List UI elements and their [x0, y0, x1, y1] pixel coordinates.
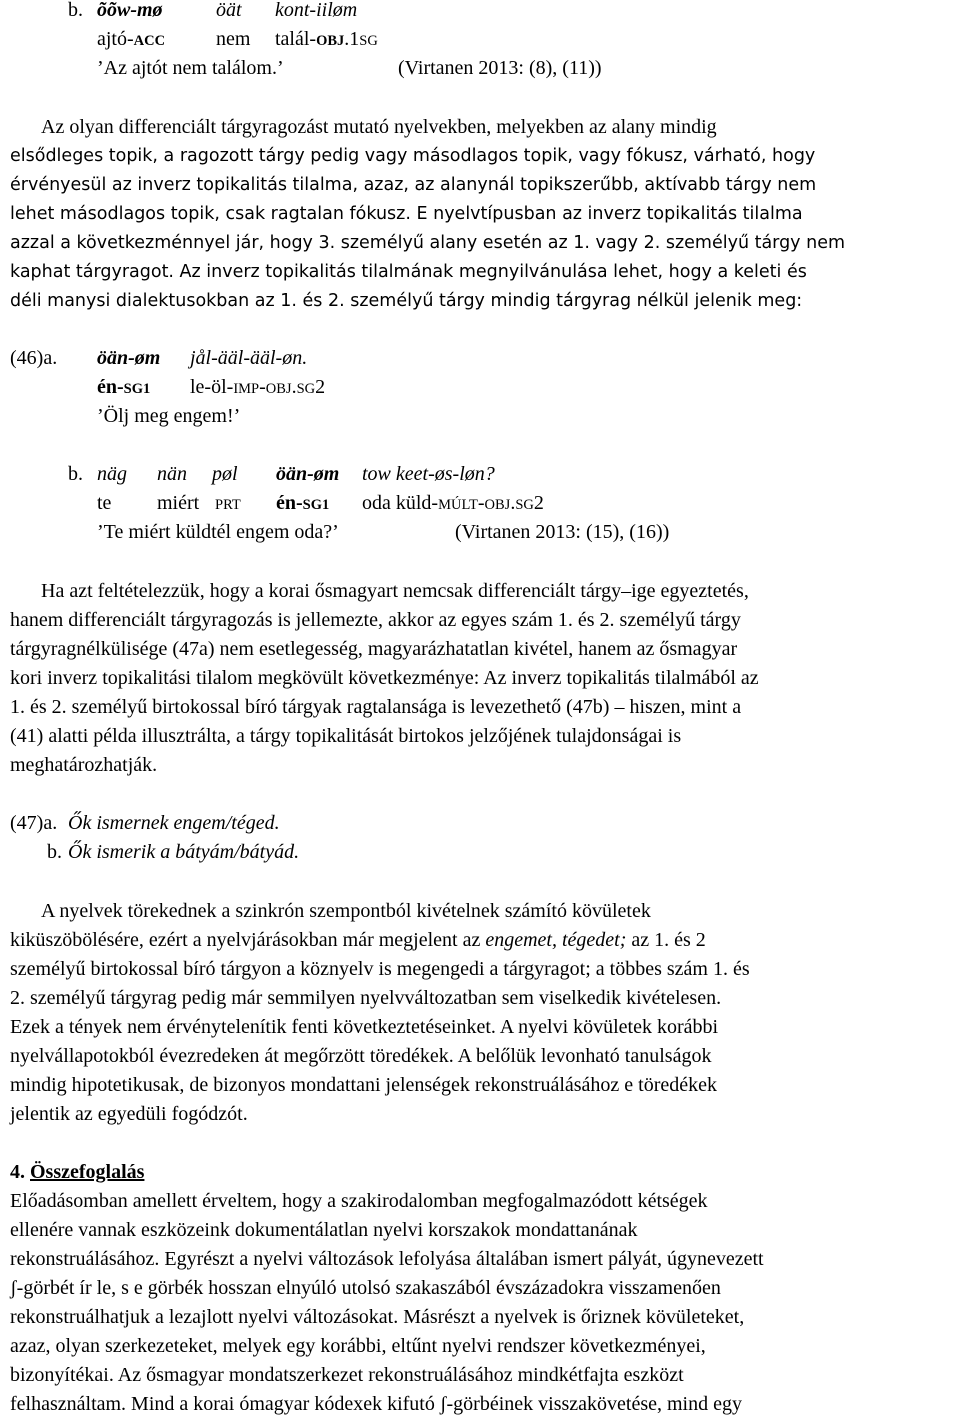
gloss-word: én-SG1 [97, 376, 151, 398]
example-word: kont-iiløm [275, 0, 358, 21]
paragraph-line: azaz, olyan szerkezeteket, melyek egy korábbi, eltűnt nyelvi rendszer következményei, [10, 1335, 706, 1357]
paragraph-line: tárgyragnélkülisége (47a) nem esetlegesség, magyarázhatatlan kivétel, hanem az ősmagyar [10, 638, 738, 660]
paragraph-line: A nyelvek törekednek a szinkrón szempontból kivételnek számító kövületek [41, 900, 651, 922]
example-translation: ’Az ajtót nem találom.’ [97, 57, 284, 79]
paragraph-line: Az olyan differenciált tárgyragozást mutató nyelvekben, melyekben az alany mindig [41, 116, 717, 138]
paragraph-line: hanem differenciált tárgyragozás is jellemezte, akkor az egyes szám 1. és 2. személyű tárgy [10, 609, 741, 631]
paragraph-line: 1. és 2. személyű birtokossal bíró tárgyak ragtalansága is levezethető (47b) – hiszen, mint a [10, 696, 742, 718]
example-word: nän [157, 463, 187, 485]
paragraph-line: 2. személyű tárgyrag pedig már semmilyen nyelvváltozatban sem viselkedik kivételesen. [10, 987, 722, 1009]
paragraph-line: jelentik az egyedüli fogódzót. [10, 1103, 248, 1125]
paragraph-line: (41) alatti példa illusztrálta, a tárgy topikalitását birtokos jelzőjének tulajdonságai is [10, 725, 682, 747]
gloss-word: te [97, 492, 112, 514]
example-label: b. [68, 463, 83, 485]
example-label: b. [47, 841, 62, 863]
paragraph-line: személyű birtokossal bíró tárgyon a köznyelv is megengedi a tárgyragot; a többes szám 1. és [10, 958, 750, 980]
paragraph-line: mindig hipotetikusak, de bizonyos mondattani jelenségek rekonstruálásához e töredékek [10, 1074, 718, 1096]
gloss-word: talál-OBJ.1SG [275, 28, 378, 50]
example-sentence: Ők ismernek engem/téged. [68, 812, 280, 834]
example-word: pøl [212, 463, 238, 485]
example-label: (47)a. [10, 812, 58, 834]
paragraph-line: lehet másodlagos topik, csak ragtalan fókusz. E nyelvtípusban az inverz topikalitás tilalma [10, 204, 803, 224]
paragraph-line: érvényesül az inverz topikalitás tilalma, azaz, az alanynál topikszerűbb, aktívabb tárgy nem [10, 175, 817, 195]
paragraph-line: felhasználtam. Mind a korai ómagyar kódexek kifutó ʃ-görbéinek visszakövetése, mind egy [10, 1393, 742, 1415]
gloss-word: nem [216, 28, 251, 50]
paragraph-line: Ezek a tények nem érvénytelenítik fenti következtetéseinket. A nyelvi kövületek korábbi [10, 1016, 719, 1038]
paragraph-line: azzal a következménnyel jár, hogy 3. személyű alany esetén az 1. vagy 2. személyű tárgy nem [10, 233, 846, 253]
gloss-word: ajtó-ACC [97, 28, 166, 50]
example-label: b. [68, 0, 83, 21]
paragraph-line: kiküszöbölésére, ezért a nyelvjárásokban már megjelent az engemet, tégedet; az 1. és 2 [10, 929, 706, 951]
example-word: öän-øm [276, 463, 340, 485]
example-word: öän-øm [97, 347, 161, 369]
paragraph-line: bizonyítékai. Az ősmagyar mondatszerkezet rekonstruálásához mindkétfajta eszközt [10, 1364, 684, 1386]
paragraph-line: déli manysi dialektusokban az 1. és 2. személyű tárgy mindig tárgyrag nélkül jelenik meg: [10, 291, 803, 311]
paragraph-line: Ha azt feltételezzük, hogy a korai ősmagyart nemcsak differenciált tárgy–ige egyeztetés, [41, 580, 749, 602]
paragraph-line: kori inverz topikalitási tilalom megkövült következménye: Az inverz topikalitás tilalmából az [10, 667, 759, 689]
example-word: jål-ääl-ääl-øn. [190, 347, 308, 369]
gloss-word: PRT [215, 497, 241, 513]
paragraph-line: kaphat tárgyragot. Az inverz topikalitás tilalmának megnyilvánulása lehet, hogy a keleti és [10, 262, 807, 282]
example-word: tow keet-øs-løn? [362, 463, 495, 485]
example-word: näg [97, 463, 127, 485]
section-heading: 4. Összefoglalás [10, 1161, 145, 1183]
paragraph-line: ʃ-görbét ír le, s e görbék hosszan elnyúló utolsó szakaszából évszázadokra visszamenően [10, 1277, 721, 1299]
example-word: öät [216, 0, 242, 21]
paragraph-line: nyelvállapotokból évezredeken át megőrzött töredékek. A belőlük levonható tanulságok [10, 1045, 712, 1067]
example-translation: ’Ölj meg engem!’ [97, 405, 241, 427]
paragraph-line: meghatározhatják. [10, 754, 158, 776]
paragraph-line: rekonstruálásához. Egyrészt a nyelvi változások lefolyása általában ismert pályát, úgynevezett [10, 1248, 764, 1270]
example-source: (Virtanen 2013: (8), (11)) [398, 57, 602, 79]
gloss-word: én-SG1 [276, 492, 330, 514]
gloss-word: le-öl-IMP-OBJ.SG2 [190, 376, 326, 398]
example-translation: ’Te miért küldtél engem oda?’ [97, 521, 339, 543]
example-sentence: Ők ismerik a bátyám/bátyád. [68, 841, 300, 863]
gloss-word: miért [157, 492, 200, 514]
gloss-word: oda küld-MÚLT-OBJ.SG2 [362, 492, 544, 514]
example-word: õõw-mø [97, 0, 163, 21]
paragraph-line: ellenére vannak eszközeink dokumentálatlan nyelvi korszakok mondattanának [10, 1219, 638, 1241]
paragraph-line: rekonstruálhatjuk a lezajlott nyelvi változásokat. Másrészt a nyelvek is őriznek kövületeket, [10, 1306, 745, 1328]
example-source: (Virtanen 2013: (15), (16)) [455, 521, 670, 543]
paragraph-line: Előadásomban amellett érveltem, hogy a szakirodalomban megfogalmazódott kétségek [10, 1190, 708, 1212]
paragraph-line: elsődleges topik, a ragozott tárgy pedig vagy másodlagos topik, vagy fókusz, várható, hogy [10, 146, 816, 166]
example-label: (46)a. [10, 347, 58, 369]
